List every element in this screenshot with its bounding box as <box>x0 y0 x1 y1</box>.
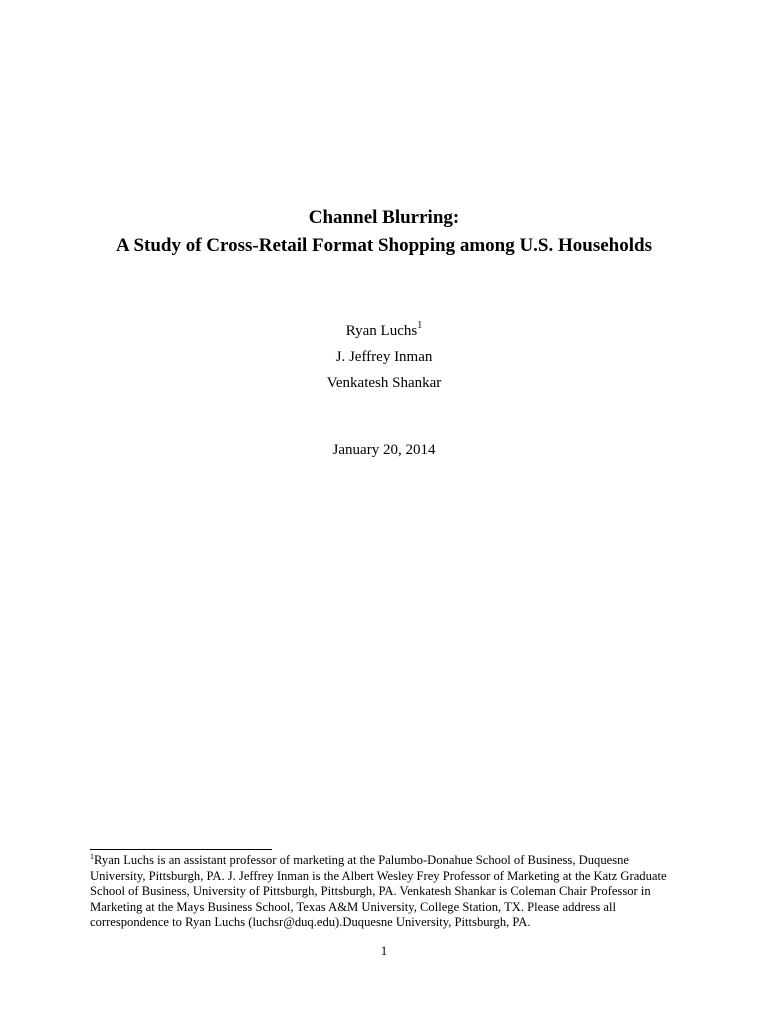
title-line-1: Channel Blurring: <box>308 207 460 228</box>
author-3 <box>0 374 768 392</box>
footnote-divider <box>90 849 272 850</box>
author-name: J. Jeffrey Inman <box>335 349 433 365</box>
footnote-line: Marketing at the Mays Business School, Texas A&M University, College Station, TX. Please address all <box>90 899 617 914</box>
footnote-marker: 1 <box>90 852 94 861</box>
author-name: Venkatesh Shankar <box>326 375 442 391</box>
page-number: 1 <box>380 943 388 958</box>
author-list <box>0 322 768 400</box>
paper-date: January 20, 2014 <box>332 442 436 458</box>
footnote-line: $^1$Ryan Luchs is an assistant professor of marketing at the Palumbo-Donahue School of Business, Duquesne <box>90 852 629 867</box>
author-2 <box>0 348 768 366</box>
author-footnote-marker: 1 <box>417 320 423 331</box>
footnote-line: University, Pittsburgh, PA. J. Jeffrey Inman is the Albert Wesley Frey Professor of Marketing at the Katz Graduate <box>90 868 667 883</box>
author-name: Ryan Luchs <box>345 323 418 339</box>
footnote-line: correspondence to Ryan Luchs (luchsr@duq.edu).Duquesne University, Pittsburgh, PA. <box>90 915 531 930</box>
title-line-2: A Study of Cross-Retail Format Shopping among U.S. Households <box>116 235 652 256</box>
author-1 <box>0 322 768 340</box>
footnote-line: School of Business, University of Pittsburgh, Pittsburgh, PA. Venkatesh Shankar is Coleman Chair Professor in <box>90 884 651 899</box>
paper-title <box>0 204 768 260</box>
footnote <box>90 853 685 931</box>
